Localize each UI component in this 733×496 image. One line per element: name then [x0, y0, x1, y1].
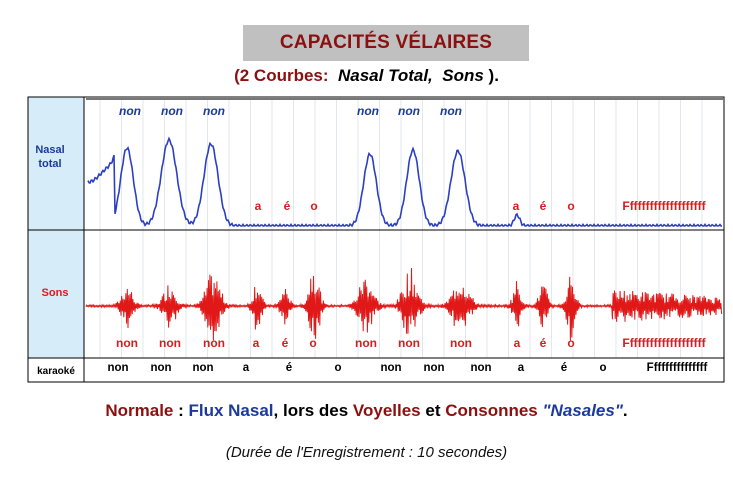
sons-unit-label-5: o: [309, 336, 317, 350]
sons-unit-label-6: non: [355, 336, 377, 350]
nasal-unit-label-3: a: [254, 199, 262, 213]
karaoke-label-1: non: [150, 362, 172, 374]
footer-end: .: [622, 401, 628, 420]
nasal-unit-label-11: o: [567, 199, 575, 213]
sons-unit-label-12: Ffffffffffffffffffff: [622, 336, 706, 350]
nasal-unit-label-8: non: [440, 104, 462, 118]
karaoke-label-12: Fffffffffffffff: [646, 362, 708, 374]
footer-summary: [0, 401, 733, 421]
sons-unit-label-0: non: [116, 336, 138, 350]
subtitle-count: 2 Courbes:: [239, 66, 329, 85]
page-title: CAPACITÉS VÉLAIRES: [279, 32, 493, 53]
subtitle-open: (: [234, 66, 240, 85]
sons-unit-label-9: a: [513, 336, 521, 350]
karaoke-label-11: o: [599, 362, 607, 374]
karaoke-labels: [107, 362, 707, 374]
subtitle-curve2: Sons: [442, 66, 484, 85]
footer-voyelles: Voyelles: [352, 401, 421, 420]
sons-unit-label-10: é: [539, 336, 547, 350]
karaoke-label-4: é: [285, 362, 293, 374]
nasal-unit-label-2: non: [203, 104, 225, 118]
sons-unit-label-8: non: [450, 336, 472, 350]
row-label-nasal-2: total: [38, 158, 62, 170]
footer-lors: , lors des: [273, 401, 353, 420]
footer-consonnes: Consonnes: [445, 401, 538, 420]
karaoke-label-6: non: [380, 362, 402, 374]
nasal-unit-label-10: é: [539, 199, 547, 213]
karaoke-label-7: non: [423, 362, 445, 374]
sons-unit-label-7: non: [398, 336, 420, 350]
nasal-unit-label-6: non: [357, 104, 379, 118]
duration-note: (Durée de l'Enregistrement : 10 secondes): [225, 444, 508, 461]
footer-et: et: [420, 401, 446, 420]
footer-colon: :: [173, 401, 189, 420]
row-label-sons: Sons: [41, 287, 69, 299]
sons-unit-label-1: non: [159, 336, 181, 350]
nasal-unit-label-0: non: [119, 104, 141, 118]
row-label-nasal-1: Nasal: [35, 144, 65, 156]
nasal-unit-label-4: é: [283, 199, 291, 213]
sons-unit-label-2: non: [203, 336, 225, 350]
footer-flux: Flux Nasal: [188, 401, 274, 420]
footer-normale: Normale: [105, 401, 174, 420]
subtitle-curve1: Nasal Total,: [337, 66, 433, 85]
karaoke-label-5: o: [334, 362, 342, 374]
karaoke-label-10: é: [560, 362, 568, 374]
subtitle-close: ).: [488, 66, 499, 85]
karaoke-label-8: non: [470, 362, 492, 374]
nasal-unit-label-5: o: [310, 199, 318, 213]
karaoke-label-9: a: [517, 362, 525, 374]
row-label-karaoke: karaoké: [37, 366, 75, 377]
nasal-unit-label-12: Ffffffffffffffffffff: [622, 199, 706, 213]
karaoke-label-0: non: [107, 362, 129, 374]
nasal-unit-label-1: non: [161, 104, 183, 118]
footer-nasales: "Nasales": [542, 401, 623, 420]
sons-unit-label-3: a: [252, 336, 260, 350]
nasal-unit-label-7: non: [398, 104, 420, 118]
sons-unit-label-11: o: [567, 336, 575, 350]
karaoke-label-3: a: [242, 362, 250, 374]
karaoke-label-2: non: [192, 362, 214, 374]
sons-unit-label-4: é: [281, 336, 289, 350]
nasal-unit-label-9: a: [512, 199, 520, 213]
